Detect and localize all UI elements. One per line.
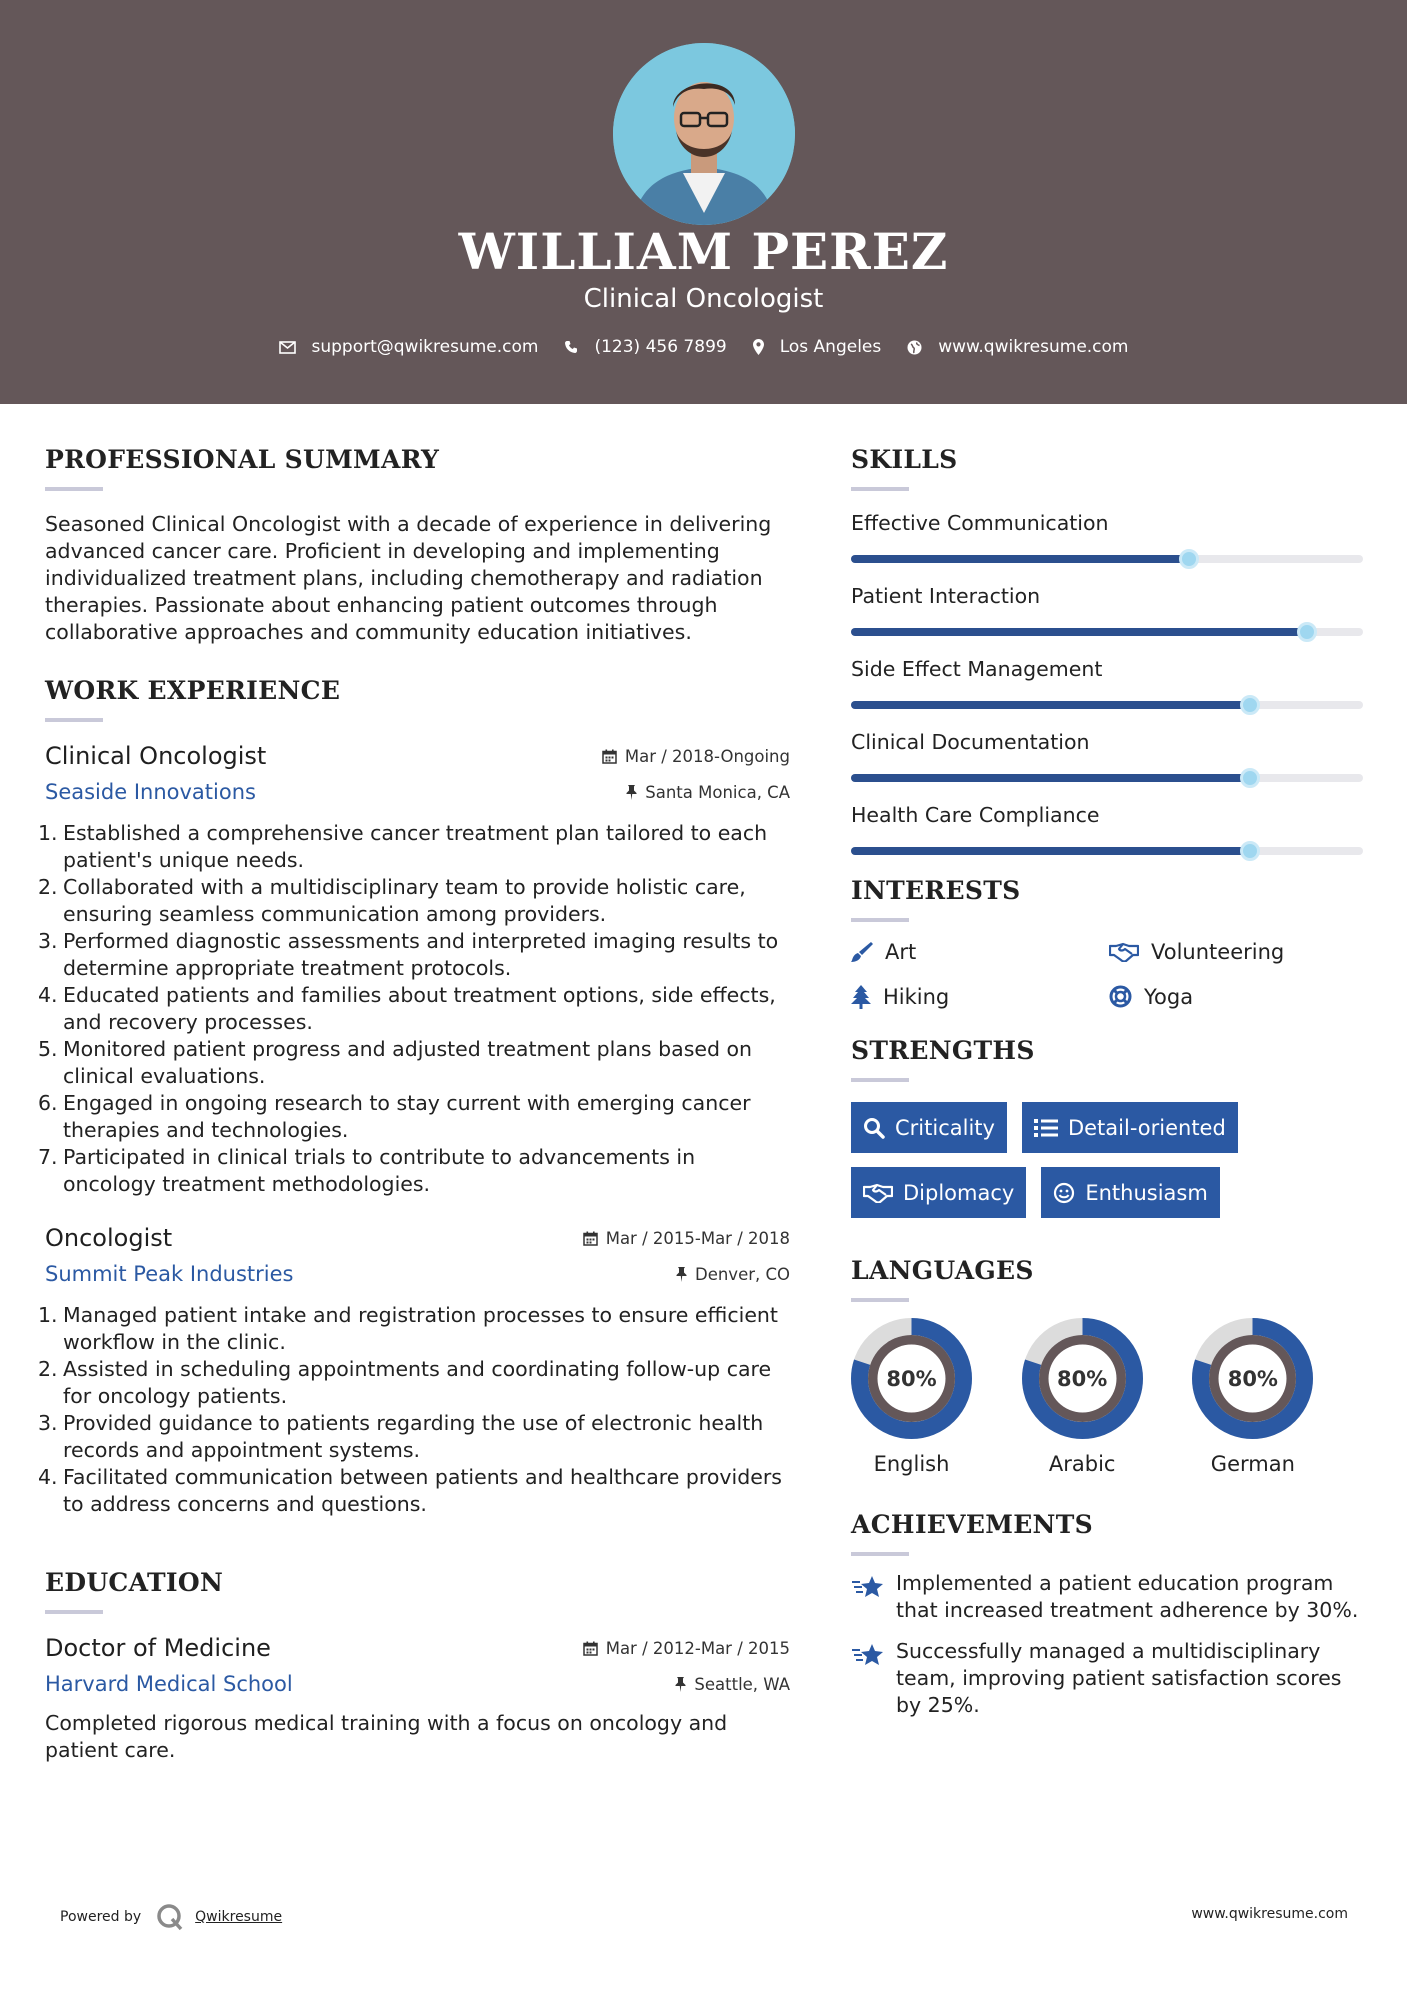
section-heading: INTERESTS (851, 876, 1021, 905)
job-dates (602, 747, 790, 766)
envelope-icon (279, 341, 296, 354)
section-divider (45, 1610, 103, 1614)
job-company: Summit Peak Industries (45, 1262, 294, 1286)
pushpin-icon (675, 1677, 686, 1692)
skills-section (851, 445, 1363, 855)
education-description: Completed rigorous medical training with a focus on oncology and patient care. (45, 1711, 728, 1762)
interest-label: Yoga (1144, 984, 1194, 1009)
skill-bar-knob (1297, 622, 1317, 642)
list-item: 7. Participated in clinical trials to contribute to advancements in oncology treatment methodologies. (38, 1145, 696, 1196)
website-text: www.qwikresume.com (938, 337, 1129, 357)
achievement-item (851, 1570, 1363, 1624)
right-column (851, 445, 1363, 1733)
resume-header (0, 0, 1407, 404)
tree-icon (851, 985, 871, 1009)
job-duties-list (38, 820, 790, 1198)
section-heading: LANGUAGES (851, 1256, 1034, 1285)
smile-icon (1053, 1182, 1075, 1204)
education-location-text: Seattle, WA (694, 1674, 790, 1694)
skill-bar-knob (1240, 841, 1260, 861)
skill-bar (851, 774, 1363, 782)
experience-section (38, 676, 790, 1518)
strength-badge (851, 1102, 1007, 1153)
skill-item (851, 803, 1363, 855)
list-item: 2. Collaborated with a multidisciplinary team to provide holistic care, ensuring seamless communication among providers. (38, 875, 746, 926)
section-heading: PROFESSIONAL SUMMARY (45, 445, 440, 474)
language-name: English (873, 1452, 950, 1476)
skill-bar (851, 701, 1363, 709)
education-location (675, 1675, 790, 1694)
language-donut (1022, 1318, 1143, 1439)
interest-label: Hiking (883, 984, 950, 1009)
list-item: 5. Monitored patient progress and adjusted treatment plans based on clinical evaluations. (38, 1037, 753, 1088)
shooting-star-icon (851, 1642, 884, 1668)
skills-list (851, 511, 1363, 855)
achievement-text: Successfully managed a multidisciplinary team, improving patient satisfaction scores by 25%. (896, 1639, 1342, 1717)
job-location (626, 783, 790, 802)
paintbrush-icon (851, 941, 873, 963)
skill-item (851, 511, 1363, 563)
language-name: German (1210, 1452, 1295, 1476)
interests-list (851, 936, 1363, 1012)
powered-by-label: Powered by (60, 1909, 142, 1925)
footer-website[interactable]: www.qwikresume.com (1191, 1906, 1348, 1922)
education-section (45, 1568, 790, 1764)
search-icon (863, 1117, 885, 1139)
left-column (38, 445, 790, 1764)
skill-bar-knob (1240, 768, 1260, 788)
skill-item (851, 657, 1363, 709)
interest-item (1109, 981, 1359, 1012)
languages-list (851, 1318, 1363, 1476)
language-item (1192, 1318, 1363, 1476)
strength-badge (1022, 1102, 1238, 1153)
skill-label: Effective Communication (851, 511, 1109, 535)
contact-website[interactable] (907, 337, 1128, 357)
section-heading: STRENGTHS (851, 1036, 1035, 1065)
calendar-icon (583, 1231, 598, 1246)
skill-item (851, 730, 1363, 782)
section-divider (45, 718, 103, 722)
language-percent: 80% (886, 1366, 937, 1391)
skill-label: Health Care Compliance (851, 803, 1100, 827)
language-donut (1192, 1318, 1313, 1439)
map-marker-icon (753, 339, 764, 355)
strength-badge (851, 1167, 1026, 1218)
list-item: 1. Established a comprehensive cancer treatment plan tailored to each patient's unique needs. (38, 821, 768, 872)
contact-email[interactable] (279, 337, 539, 357)
candidate-title: Clinical Oncologist (583, 284, 824, 314)
calendar-icon (602, 749, 617, 764)
skill-bar-knob (1240, 695, 1260, 715)
languages-section (851, 1256, 1363, 1476)
summary-section (45, 445, 790, 646)
strengths-section (851, 1036, 1363, 1232)
language-item (1022, 1318, 1193, 1476)
section-heading: WORK EXPERIENCE (45, 676, 341, 705)
section-divider (851, 1552, 909, 1556)
job-dates-text: Mar / 2018-Ongoing (624, 746, 790, 766)
job-title: Clinical Oncologist (45, 742, 267, 770)
interest-item (851, 936, 1109, 967)
job-location-text: Santa Monica, CA (645, 782, 790, 802)
interest-label: Volunteering (1151, 939, 1285, 964)
section-divider (45, 487, 103, 491)
strength-badge (1041, 1167, 1219, 1218)
phone-icon (564, 340, 578, 354)
strength-label: Detail-oriented (1067, 1115, 1226, 1140)
handshake-icon (863, 1183, 893, 1203)
achievements-section (851, 1510, 1363, 1719)
job-entry (38, 742, 790, 1198)
language-percent: 80% (1057, 1366, 1108, 1391)
skill-bar-fill (851, 774, 1250, 782)
skill-label: Side Effect Management (851, 657, 1103, 681)
qwikresume-logo-icon (155, 1902, 185, 1932)
list-item: 6. Engaged in ongoing research to stay current with emerging cancer therapies and technologies. (38, 1091, 751, 1142)
contact-bar (0, 337, 1407, 357)
lifebuoy-icon (1109, 985, 1132, 1008)
achievement-text: Implemented a patient education program that increased treatment adherence by 30%. (896, 1571, 1359, 1622)
shooting-star-icon (851, 1574, 884, 1600)
location-text: Los Angeles (779, 337, 882, 357)
candidate-name: WILLIAM PEREZ (458, 222, 949, 281)
list-icon (1034, 1118, 1058, 1138)
contact-location (753, 337, 882, 357)
list-item: 4. Educated patients and families about treatment options, side effects, and recovery processes. (38, 983, 776, 1034)
job-dates-text: Mar / 2015-Mar / 2018 (605, 1228, 790, 1248)
email-text: support@qwikresume.com (311, 337, 539, 357)
skill-label: Clinical Documentation (851, 730, 1090, 754)
list-item: 4. Facilitated communication between patients and healthcare providers to address concerns and questions. (38, 1465, 782, 1516)
interest-item (851, 981, 1109, 1012)
job-company: Seaside Innovations (45, 780, 256, 804)
skill-bar (851, 555, 1363, 563)
interests-section (851, 876, 1363, 1012)
calendar-icon (583, 1641, 598, 1656)
language-item (851, 1318, 1022, 1476)
skill-item (851, 584, 1363, 636)
profile-photo (613, 43, 795, 225)
job-dates (583, 1229, 790, 1248)
skill-label: Patient Interaction (851, 584, 1041, 608)
skill-bar-fill (851, 701, 1250, 709)
section-divider (851, 1078, 909, 1082)
job-duties-list (38, 1302, 790, 1518)
list-item: 2. Assisted in scheduling appointments and coordinating follow-up care for oncology patients. (38, 1357, 772, 1408)
strengths-list (851, 1102, 1363, 1232)
phone-text: (123) 456 7899 (594, 337, 727, 357)
strength-label: Enthusiasm (1085, 1180, 1208, 1205)
list-item: 3. Performed diagnostic assessments and interpreted imaging results to determine appropriate treatment protocols. (38, 929, 779, 980)
pushpin-icon (626, 785, 637, 800)
skill-bar-fill (851, 628, 1307, 636)
skill-bar (851, 628, 1363, 636)
profile-photo-illustration (613, 43, 795, 225)
section-heading: ACHIEVEMENTS (851, 1510, 1093, 1539)
job-entry (38, 1224, 790, 1518)
skill-bar-fill (851, 847, 1250, 855)
handshake-icon (1109, 942, 1139, 962)
section-heading: SKILLS (851, 445, 958, 474)
job-location (676, 1265, 790, 1284)
language-percent: 80% (1227, 1366, 1278, 1391)
interest-label: Art (885, 939, 917, 964)
qwikresume-link[interactable]: Qwikresume (195, 1909, 283, 1925)
school-name: Harvard Medical School (45, 1672, 293, 1696)
strength-label: Diplomacy (903, 1180, 1015, 1205)
achievement-item (851, 1638, 1363, 1719)
contact-phone[interactable] (564, 337, 726, 357)
skill-bar-fill (851, 555, 1189, 563)
job-title: Oncologist (45, 1224, 173, 1252)
skill-bar-knob (1179, 549, 1199, 569)
summary-text: Seasoned Clinical Oncologist with a decade of experience in delivering advanced cancer care. Proficient in developing and implementing individualized treatment plans, including chemotherapy and radiation therapies. Passionate about enhancing patient outcomes through collaborative approaches and community education initiatives. (45, 512, 772, 644)
strength-label: Criticality (895, 1115, 995, 1140)
education-dates-text: Mar / 2012-Mar / 2015 (605, 1638, 790, 1658)
language-name: Arabic (1048, 1452, 1116, 1476)
list-item: 3. Provided guidance to patients regarding the use of electronic health records and appointment systems. (38, 1411, 764, 1462)
globe-icon (907, 340, 922, 355)
language-donut (851, 1318, 972, 1439)
section-heading: EDUCATION (45, 1568, 224, 1597)
education-dates (583, 1639, 790, 1658)
job-location-text: Denver, CO (694, 1264, 790, 1284)
section-divider (851, 487, 909, 491)
degree-title: Doctor of Medicine (45, 1634, 271, 1662)
pushpin-icon (676, 1267, 687, 1282)
footer-powered-by (60, 1902, 282, 1932)
interest-item (1109, 936, 1359, 967)
skill-bar (851, 847, 1363, 855)
list-item: 1. Managed patient intake and registration processes to ensure efficient workflow in the clinic. (38, 1303, 778, 1354)
section-divider (851, 918, 909, 922)
section-divider (851, 1298, 909, 1302)
